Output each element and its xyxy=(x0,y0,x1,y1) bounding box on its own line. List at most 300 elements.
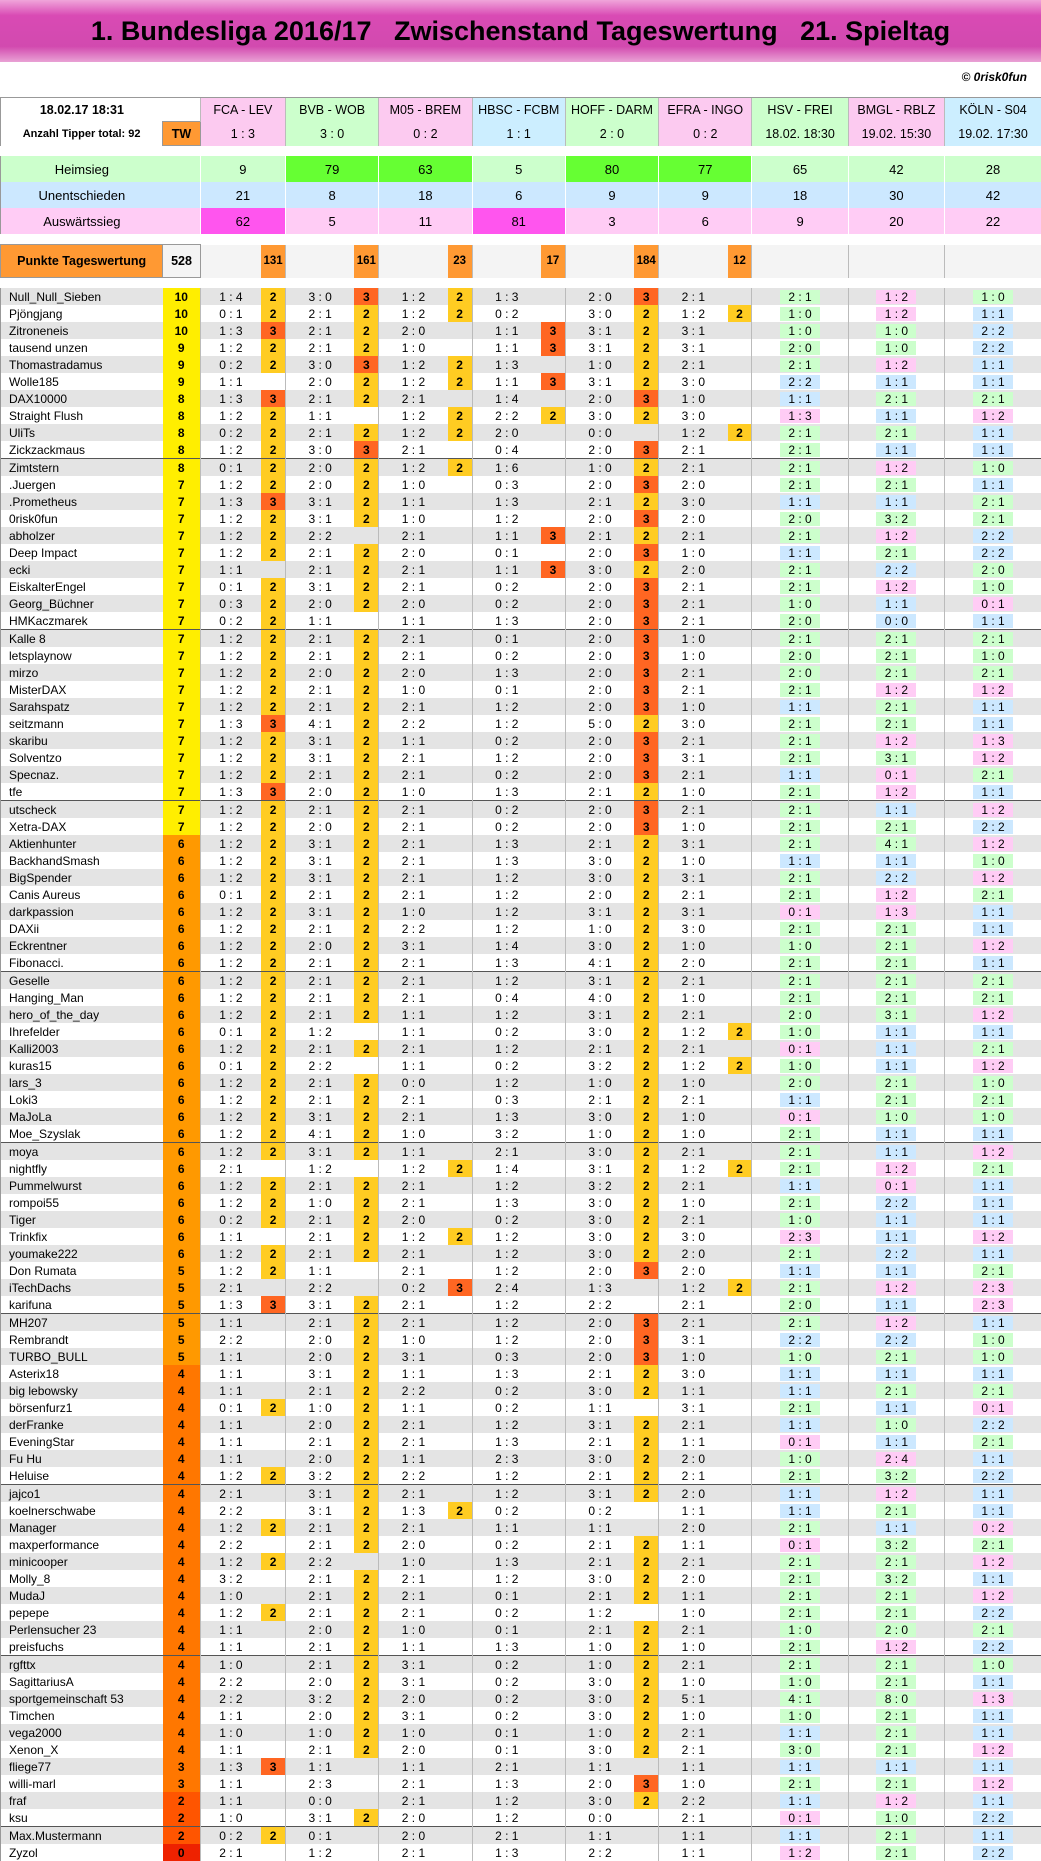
pending-tip xyxy=(945,1040,1041,1057)
pending-tip xyxy=(752,1160,848,1177)
tip-points: 2 xyxy=(261,749,285,766)
pending-tip-badge: 2 : 1 xyxy=(876,1658,916,1672)
pending-tip xyxy=(848,1023,944,1040)
tip: 2 : 1 xyxy=(285,1587,354,1604)
tip: 2 : 1 xyxy=(379,869,448,886)
tip: 1 : 0 xyxy=(565,1125,634,1143)
pending-tip xyxy=(752,1177,848,1194)
tip: 1 : 0 xyxy=(659,698,728,715)
pending-tip-badge: 2 : 0 xyxy=(780,649,820,663)
stat-value: 62 xyxy=(200,208,285,234)
pending-tip-badge: 2 : 1 xyxy=(876,1555,916,1569)
pending-tip xyxy=(752,903,848,920)
pending-tip xyxy=(945,1485,1041,1503)
pending-tip-badge: 2 : 2 xyxy=(973,1469,1013,1483)
tip: 3 : 0 xyxy=(565,1792,634,1809)
tip: 0 : 2 xyxy=(472,578,541,595)
player-name: sportgemeinschaft 53 xyxy=(1,1690,163,1707)
tip: 1 : 0 xyxy=(565,1074,634,1091)
pending-tip-badge: 1 : 2 xyxy=(876,1316,916,1330)
tw-value: 8 xyxy=(163,407,201,424)
tip-points xyxy=(448,1724,472,1741)
pending-tip xyxy=(752,1314,848,1332)
player-name: mirzo xyxy=(1,664,163,681)
tip: 3 : 1 xyxy=(285,1809,354,1827)
tip: 3 : 1 xyxy=(285,1143,354,1161)
table-row xyxy=(1,1399,1041,1416)
tip: 2 : 2 xyxy=(200,1502,261,1519)
tw-value: 7 xyxy=(163,476,201,493)
points-label: Punkte Tageswertung xyxy=(1,245,163,278)
pending-tip xyxy=(848,288,944,305)
tip-points: 2 xyxy=(634,972,658,990)
player-name: Fu Hu xyxy=(1,1450,163,1467)
tip: 0 : 2 xyxy=(472,801,541,819)
pending-tip-badge: 1 : 1 xyxy=(973,426,1013,440)
tip-points xyxy=(541,476,565,493)
tip: 2 : 1 xyxy=(379,1519,448,1536)
tip: 1 : 0 xyxy=(379,783,448,801)
tip: 2 : 1 xyxy=(285,766,354,783)
tip: 1 : 2 xyxy=(200,476,261,493)
tw-value: 8 xyxy=(163,459,201,477)
tip-points xyxy=(634,1279,658,1296)
tip: 3 : 1 xyxy=(379,1656,448,1674)
player-name: Wolle185 xyxy=(1,373,163,390)
tip-points xyxy=(541,1433,565,1450)
tip: 2 : 1 xyxy=(285,339,354,356)
pending-tip xyxy=(945,920,1041,937)
tip-points: 2 xyxy=(448,288,472,305)
tip: 1 : 1 xyxy=(659,1827,728,1845)
tip: 0 : 1 xyxy=(200,578,261,595)
tip: 3 : 1 xyxy=(285,578,354,595)
pending-tip xyxy=(945,1536,1041,1553)
tip-points xyxy=(261,1690,285,1707)
tip: 1 : 0 xyxy=(565,1724,634,1741)
tw-value: 0 xyxy=(163,1844,201,1861)
tip-points xyxy=(261,1228,285,1245)
tip: 2 : 0 xyxy=(285,1450,354,1467)
tip-points: 2 xyxy=(634,407,658,424)
tip: 2 : 1 xyxy=(659,288,728,305)
tip-points: 2 xyxy=(261,459,285,477)
tip: 1 : 0 xyxy=(659,1125,728,1143)
tip-points xyxy=(261,1656,285,1674)
pending-tip xyxy=(945,322,1041,339)
tip-points xyxy=(448,681,472,698)
tip: 2 : 1 xyxy=(200,1160,261,1177)
tip-points xyxy=(448,732,472,749)
pending-tip xyxy=(945,681,1041,698)
tip: 2 : 1 xyxy=(659,578,728,595)
stat-row xyxy=(1,182,1041,208)
pending-tip-badge: 2 : 3 xyxy=(973,1298,1013,1312)
pending-tip-badge: 1 : 1 xyxy=(780,1093,820,1107)
tip: 2 : 0 xyxy=(379,544,448,561)
pending-tip-badge: 2 : 2 xyxy=(973,1640,1013,1654)
pending-tip xyxy=(945,1844,1041,1861)
pending-tip-badge: 2 : 0 xyxy=(780,666,820,680)
player-name: Kalli2003 xyxy=(1,1040,163,1057)
tip-points: 2 xyxy=(634,1245,658,1262)
player-name: willi-marl xyxy=(1,1775,163,1792)
tip-points: 2 xyxy=(634,1673,658,1690)
player-name: Pummelwurst xyxy=(1,1177,163,1194)
tip: 2 : 1 xyxy=(565,1467,634,1485)
pending-tip xyxy=(752,561,848,578)
tip-points: 2 xyxy=(634,869,658,886)
tip-points xyxy=(728,1587,752,1604)
tip-points xyxy=(728,1245,752,1262)
pending-tip xyxy=(945,1604,1041,1621)
player-name: minicooper xyxy=(1,1553,163,1570)
tip-points xyxy=(541,972,565,990)
tip-points: 2 xyxy=(261,578,285,595)
pending-tip-badge: 2 : 1 xyxy=(780,1555,820,1569)
tip-points xyxy=(541,869,565,886)
tip: 3 : 1 xyxy=(659,903,728,920)
game-score: 19.02. 17:30 xyxy=(945,122,1041,146)
tip: 2 : 0 xyxy=(565,1331,634,1348)
tip-points xyxy=(541,664,565,681)
table-row xyxy=(1,578,1041,595)
tip: 1 : 2 xyxy=(472,715,541,732)
tip: 1 : 2 xyxy=(379,1228,448,1245)
points-row xyxy=(1,245,1041,278)
tip: 1 : 1 xyxy=(565,1519,634,1536)
pending-tip xyxy=(945,390,1041,407)
tip: 2 : 1 xyxy=(285,1245,354,1262)
tip-points: 2 xyxy=(261,1108,285,1125)
pending-tip-badge: 1 : 0 xyxy=(973,461,1013,475)
tip: 3 : 0 xyxy=(285,288,354,305)
tip: 2 : 0 xyxy=(565,886,634,903)
tip-points xyxy=(728,527,752,544)
pending-tip xyxy=(945,1279,1041,1296)
pending-tip-badge: 2 : 1 xyxy=(973,495,1013,509)
tip: 1 : 2 xyxy=(285,1844,354,1861)
tip-points: 2 xyxy=(261,595,285,612)
pending-tip-badge: 2 : 1 xyxy=(780,1572,820,1586)
tip: 2 : 0 xyxy=(565,612,634,630)
tip: 2 : 0 xyxy=(285,1331,354,1348)
pending-tip xyxy=(752,1296,848,1314)
tip-points: 3 xyxy=(261,1758,285,1775)
pending-tip-badge: 1 : 0 xyxy=(973,1658,1013,1672)
tip-points: 3 xyxy=(634,441,658,459)
player-name: Eckrentner xyxy=(1,937,163,954)
stat-value: 65 xyxy=(752,156,848,182)
tip: 0 : 2 xyxy=(472,818,541,835)
pending-tip xyxy=(945,561,1041,578)
table-row xyxy=(1,766,1041,783)
tip: 1 : 0 xyxy=(659,1108,728,1125)
tip: 1 : 0 xyxy=(379,1331,448,1348)
tip: 2 : 0 xyxy=(565,766,634,783)
tip: 1 : 1 xyxy=(379,1758,448,1775)
player-name: Moe_Szyslak xyxy=(1,1125,163,1143)
tip: 1 : 1 xyxy=(659,1502,728,1519)
tip: 1 : 2 xyxy=(200,1467,261,1485)
tip: 2 : 1 xyxy=(379,1194,448,1211)
player-name: skaribu xyxy=(1,732,163,749)
pending-tip xyxy=(848,801,944,819)
tip-points xyxy=(541,1827,565,1845)
tip-points xyxy=(261,373,285,390)
pending-tip xyxy=(848,954,944,972)
pending-tip-badge: 1 : 0 xyxy=(973,649,1013,663)
tip-points: 3 xyxy=(261,493,285,510)
tip: 1 : 0 xyxy=(659,783,728,801)
tip-points: 2 xyxy=(261,989,285,1006)
tip-points xyxy=(728,1690,752,1707)
tw-value: 6 xyxy=(163,954,201,972)
tip: 1 : 3 xyxy=(472,783,541,801)
tip: 2 : 1 xyxy=(285,1228,354,1245)
pending-tip xyxy=(752,544,848,561)
pending-tip-badge: 2 : 1 xyxy=(780,1247,820,1261)
pending-tip xyxy=(945,630,1041,648)
tw-value: 4 xyxy=(163,1467,201,1485)
pending-tip xyxy=(752,664,848,681)
tip-points xyxy=(728,681,752,698)
tip-points: 2 xyxy=(261,698,285,715)
pending-tip xyxy=(848,1792,944,1809)
tw-value: 3 xyxy=(163,1775,201,1792)
tip: 1 : 2 xyxy=(200,937,261,954)
pending-tip xyxy=(848,339,944,356)
tip: 1 : 3 xyxy=(379,1502,448,1519)
tip-points: 2 xyxy=(354,1348,378,1365)
pending-tip-badge: 1 : 1 xyxy=(780,1487,820,1501)
tip: 1 : 2 xyxy=(200,1091,261,1108)
stat-value: 5 xyxy=(285,208,378,234)
tip: 0 : 3 xyxy=(472,1348,541,1365)
tip-points: 2 xyxy=(634,1228,658,1245)
pending-tip-badge: 2 : 1 xyxy=(973,512,1013,526)
tip: 2 : 1 xyxy=(379,1844,448,1861)
tip-points: 2 xyxy=(261,647,285,664)
tip: 1 : 2 xyxy=(200,698,261,715)
pending-tip xyxy=(848,1758,944,1775)
pending-tip xyxy=(945,1775,1041,1792)
tip-points: 2 xyxy=(261,972,285,990)
tip-points: 3 xyxy=(541,373,565,390)
tip: 2 : 0 xyxy=(379,595,448,612)
pending-tip-badge: 1 : 1 xyxy=(973,1196,1013,1210)
tip-points: 2 xyxy=(354,1125,378,1143)
pending-tip-badge: 1 : 1 xyxy=(973,717,1013,731)
pending-tip xyxy=(848,1211,944,1228)
pending-tip-badge: 1 : 0 xyxy=(973,854,1013,868)
pending-tip xyxy=(945,510,1041,527)
tw-value: 10 xyxy=(163,322,201,339)
pending-tip-badge: 2 : 1 xyxy=(780,1606,820,1620)
pending-tip xyxy=(752,801,848,819)
player-name: EiskalterEngel xyxy=(1,578,163,595)
pending-tip xyxy=(945,288,1041,305)
tip-points: 2 xyxy=(261,1091,285,1108)
tip-points xyxy=(541,1638,565,1656)
tip: 2 : 1 xyxy=(285,886,354,903)
pending-tip xyxy=(752,322,848,339)
tip: 1 : 1 xyxy=(472,527,541,544)
tw-value: 6 xyxy=(163,1057,201,1074)
tip-points xyxy=(634,1844,658,1861)
tip: 1 : 2 xyxy=(200,681,261,698)
tip-points xyxy=(728,1331,752,1348)
player-name: DAXii xyxy=(1,920,163,937)
pending-tip xyxy=(848,1365,944,1382)
table-row xyxy=(1,1177,1041,1194)
tip-points xyxy=(448,339,472,356)
pending-tip xyxy=(848,1245,944,1262)
tip: 2 : 0 xyxy=(565,1314,634,1332)
tip: 1 : 1 xyxy=(200,1707,261,1724)
pending-tip xyxy=(945,1827,1041,1845)
tw-value: 2 xyxy=(163,1792,201,1809)
tip: 3 : 2 xyxy=(565,1177,634,1194)
tip: 2 : 1 xyxy=(659,664,728,681)
pending-tip-badge: 2 : 1 xyxy=(780,922,820,936)
tip: 2 : 1 xyxy=(285,1638,354,1656)
tip-points xyxy=(728,766,752,783)
pending-tip-badge: 1 : 1 xyxy=(780,1367,820,1381)
tip: 1 : 2 xyxy=(200,664,261,681)
pending-tip xyxy=(848,1331,944,1348)
tip: 3 : 0 xyxy=(565,561,634,578)
tip-points xyxy=(541,852,565,869)
tip-points: 2 xyxy=(354,1502,378,1519)
tip-points xyxy=(728,1262,752,1279)
tip: 3 : 1 xyxy=(285,835,354,852)
tip: 3 : 2 xyxy=(285,1467,354,1485)
pending-tip-badge: 2 : 1 xyxy=(876,478,916,492)
tip: 2 : 0 xyxy=(565,630,634,648)
tip-points xyxy=(541,1211,565,1228)
tip: 0 : 3 xyxy=(472,1091,541,1108)
tip-points xyxy=(728,1827,752,1845)
table-row xyxy=(1,1827,1041,1845)
tip: 2 : 2 xyxy=(200,1673,261,1690)
tip: 0 : 2 xyxy=(472,1399,541,1416)
pending-tip xyxy=(848,390,944,407)
pending-tip xyxy=(752,972,848,990)
tip-points: 2 xyxy=(354,1314,378,1332)
tip: 0 : 1 xyxy=(200,1057,261,1074)
tip-points xyxy=(728,1194,752,1211)
tip-points xyxy=(541,766,565,783)
tip-points xyxy=(448,1314,472,1332)
tip-points xyxy=(448,1074,472,1091)
pending-tip xyxy=(945,1724,1041,1741)
tip: 2 : 1 xyxy=(659,527,728,544)
tip-points xyxy=(541,1741,565,1758)
player-name: .Juergen xyxy=(1,476,163,493)
tip: 2 : 1 xyxy=(565,783,634,801)
pending-tip-badge: 2 : 1 xyxy=(876,1589,916,1603)
pending-tip xyxy=(848,1621,944,1638)
table-row xyxy=(1,476,1041,493)
pending-tip xyxy=(848,681,944,698)
table-row xyxy=(1,390,1041,407)
tip: 3 : 2 xyxy=(565,1057,634,1074)
tip-points: 2 xyxy=(354,1194,378,1211)
pending-tip xyxy=(945,698,1041,715)
tip: 1 : 2 xyxy=(659,1279,728,1296)
tip: 0 : 0 xyxy=(379,1074,448,1091)
tip: 2 : 1 xyxy=(565,1040,634,1057)
pending-tip xyxy=(848,886,944,903)
tip-points xyxy=(261,1809,285,1827)
pending-tip-badge: 1 : 2 xyxy=(973,409,1013,423)
tip-points xyxy=(728,1638,752,1656)
pending-tip-badge: 2 : 0 xyxy=(780,1008,820,1022)
pending-tip xyxy=(848,1108,944,1125)
tip-points: 2 xyxy=(448,459,472,477)
pending-tip xyxy=(945,578,1041,595)
tip-points xyxy=(541,1040,565,1057)
tip: 1 : 2 xyxy=(472,1331,541,1348)
tw-value: 7 xyxy=(163,493,201,510)
points-spacer xyxy=(379,245,448,278)
tw-value: 4 xyxy=(163,1399,201,1416)
tw-value: 7 xyxy=(163,749,201,766)
pending-tip xyxy=(945,595,1041,612)
pending-tip-badge: 1 : 1 xyxy=(973,307,1013,321)
tip-points: 2 xyxy=(354,989,378,1006)
table-row xyxy=(1,1844,1041,1861)
tip-points xyxy=(541,647,565,664)
pending-tip xyxy=(945,476,1041,493)
pending-tip xyxy=(945,339,1041,356)
tw-header-spacer xyxy=(163,98,201,122)
tip: 0 : 2 xyxy=(472,1673,541,1690)
table-row xyxy=(1,1160,1041,1177)
table-row xyxy=(1,424,1041,441)
tip: 1 : 1 xyxy=(379,1143,448,1161)
pending-tip-badge: 1 : 0 xyxy=(876,1811,916,1825)
pending-tip-badge: 1 : 2 xyxy=(876,529,916,543)
tip: 1 : 2 xyxy=(472,1570,541,1587)
pending-tip xyxy=(945,305,1041,322)
tip-points: 2 xyxy=(354,424,378,441)
pending-tip-badge: 2 : 1 xyxy=(973,768,1013,782)
table-row xyxy=(1,1057,1041,1074)
stat-value: 18 xyxy=(379,182,472,208)
tip: 1 : 3 xyxy=(565,1279,634,1296)
tip: 1 : 1 xyxy=(200,1638,261,1656)
pending-tip xyxy=(945,783,1041,801)
pending-tip xyxy=(848,715,944,732)
pending-tip-badge: 1 : 1 xyxy=(973,785,1013,799)
tip-points xyxy=(448,612,472,630)
tw-value: 7 xyxy=(163,510,201,527)
pending-tip-badge: 1 : 1 xyxy=(780,495,820,509)
tip: 1 : 2 xyxy=(200,818,261,835)
pending-tip-badge: 1 : 1 xyxy=(876,1042,916,1056)
tip-points xyxy=(728,1673,752,1690)
tip: 1 : 3 xyxy=(472,1108,541,1125)
tip: 3 : 0 xyxy=(565,305,634,322)
tip-points: 3 xyxy=(261,1296,285,1314)
tw-value: 7 xyxy=(163,681,201,698)
tip: 2 : 1 xyxy=(285,1211,354,1228)
tip: 1 : 3 xyxy=(472,1194,541,1211)
pending-tip-badge: 1 : 2 xyxy=(876,1281,916,1295)
tip: 2 : 1 xyxy=(200,1279,261,1296)
